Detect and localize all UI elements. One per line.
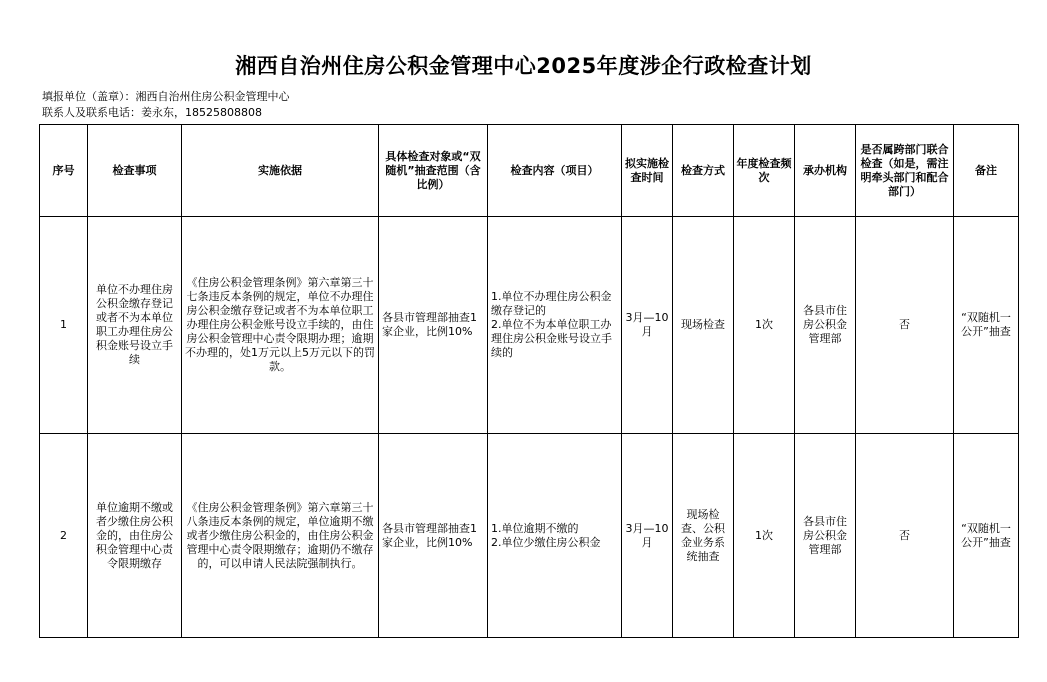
cell-basis: 《住房公积金管理条例》第六章第三十八条违反本条例的规定，单位逾期不缴或者少缴住房公积金的，由住房公积金管理中心责令限期缴存；逾期仍不缴存的，可以申请人民法院强制执行。: [182, 434, 379, 638]
cell-no: 2: [40, 434, 88, 638]
header-cross: 是否属跨部门联合检查（如是，需注明牵头部门和配合部门）: [856, 125, 954, 217]
cell-org: 各县市住房公积金管理部: [795, 434, 856, 638]
cell-freq: 1次: [734, 217, 795, 434]
cell-note: “双随机一公开”抽查: [954, 217, 1019, 434]
cell-time: 3月—10月: [622, 217, 673, 434]
header-freq: 年度检查频次: [734, 125, 795, 217]
header-note: 备注: [954, 125, 1019, 217]
cell-cross: 否: [856, 217, 954, 434]
cell-freq: 1次: [734, 434, 795, 638]
cell-content: 1.单位逾期不缴的 2.单位少缴住房公积金: [488, 434, 622, 638]
cell-target: 各县市管理部抽查1家企业，比例10%: [379, 434, 488, 638]
cell-no: 1: [40, 217, 88, 434]
header-item: 检查事项: [88, 125, 182, 217]
cell-item: 单位不办理住房公积金缴存登记或者不为本单位职工办理住房公积金账号设立手续: [88, 217, 182, 434]
cell-note: “双随机一公开”抽查: [954, 434, 1019, 638]
header-row: [40, 125, 1019, 217]
cell-content: 1.单位不办理住房公积金缴存登记的 2.单位不为本单位职工办理住房公积金账号设立手续的: [488, 217, 622, 434]
page-title: 湘西自治州住房公积金管理中心2025年度涉企行政检查计划: [235, 54, 812, 78]
inspection-plan-table: [39, 124, 1019, 638]
header-target: 具体检查对象或“双随机”抽查范围（含比例）: [379, 125, 488, 217]
cell-time: 3月—10月: [622, 434, 673, 638]
contact-info: 联系人及联系电话：姜永东，18525808808: [42, 106, 262, 119]
cell-method: 现场检查、公积金业务系统抽查: [673, 434, 734, 638]
header-method: 检查方式: [673, 125, 734, 217]
cell-cross: 否: [856, 434, 954, 638]
cell-target: 各县市管理部抽查1家企业，比例10%: [379, 217, 488, 434]
header-basis: 实施依据: [182, 125, 379, 217]
cell-basis: 《住房公积金管理条例》第六章第三十七条违反本条例的规定，单位不办理住房公积金缴存登记或者不为本单位职工办理住房公积金账号设立手续的，由住房公积金管理中心责令限期办理；逾期不办理的，处1万元以上5万元以下的罚款。: [182, 217, 379, 434]
cell-org: 各县市住房公积金管理部: [795, 217, 856, 434]
cell-item: 单位逾期不缴或者少缴住房公积金的，由住房公积金管理中心责令限期缴存: [88, 434, 182, 638]
table-row: [40, 434, 1019, 638]
filler-unit: 填报单位（盖章）：湘西自治州住房公积金管理中心: [42, 90, 290, 103]
header-time: 拟实施检查时间: [622, 125, 673, 217]
header-org: 承办机构: [795, 125, 856, 217]
table-row: [40, 217, 1019, 434]
header-content: 检查内容（项目）: [488, 125, 622, 217]
cell-method: 现场检查: [673, 217, 734, 434]
header-no: 序号: [40, 125, 88, 217]
